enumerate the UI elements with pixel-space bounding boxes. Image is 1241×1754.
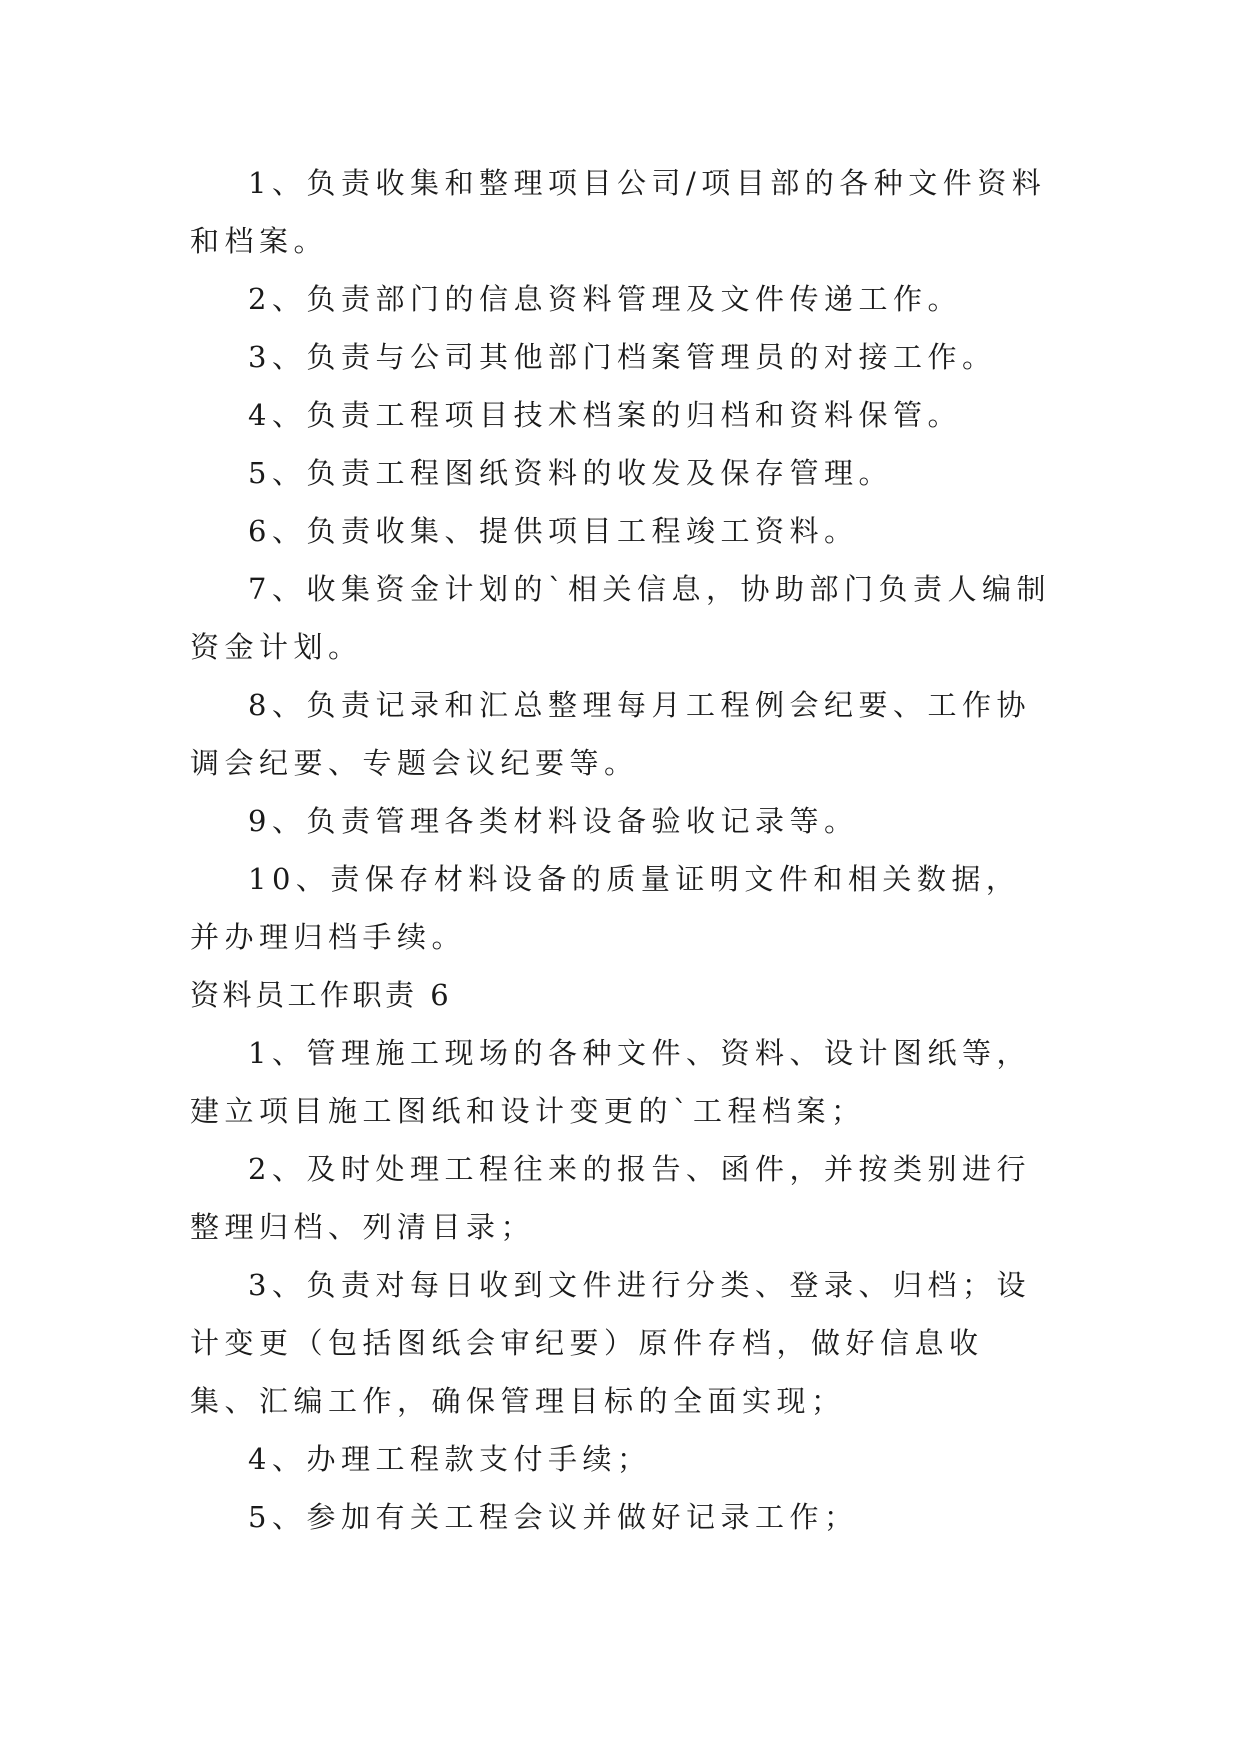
paragraph-s1-8: 8、负责记录和汇总整理每月工程例会纪要、工作协调会纪要、专题会议纪要等。	[190, 688, 1031, 780]
paragraph-s1-6: 6、负责收集、提供项目工程竣工资料。	[248, 514, 859, 548]
paragraph-s1-5: 5、负责工程图纸资料的收发及保存管理。	[248, 456, 893, 490]
document-body	[190, 154, 1052, 1546]
paragraph-s1-4: 4、负责工程项目技术档案的归档和资料保管。	[248, 398, 962, 432]
paragraph-s2-3: 3、负责对每日收到文件进行分类、登录、归档；设计变更（包括图纸会审纪要）原件存档，做好信息收集、汇编工作，确保管理目标的全面实现；	[190, 1268, 1031, 1418]
paragraph-s1-2: 2、负责部门的信息资料管理及文件传递工作。	[248, 282, 962, 316]
paragraph-s1-3: 3、负责与公司其他部门档案管理员的对接工作。	[248, 340, 997, 374]
paragraph-s2-2: 2、及时处理工程往来的报告、函件，并按类别进行整理归档、列清目录；	[190, 1152, 1031, 1244]
paragraph-s2-1: 1、管理施工现场的各种文件、资料、设计图纸等，建立项目施工图纸和设计变更的`工程档案；	[190, 1036, 1031, 1128]
section-heading: 资料员工作职责 6	[190, 978, 453, 1012]
paragraph-s1-7: 7、收集资金计划的`相关信息，协助部门负责人编制资金计划。	[190, 572, 1051, 664]
paragraph-s1-10: 10、责保存材料设备的质量证明文件和相关数据，并办理归档手续。	[190, 862, 1021, 954]
paragraph-s1-9: 9、负责管理各类材料设备验收记录等。	[248, 804, 859, 838]
paragraph-s1-1: 1、负责收集和整理项目公司/项目部的各种文件资料和档案。	[190, 166, 1047, 258]
paragraph-s2-5: 5、参加有关工程会议并做好记录工作；	[248, 1500, 859, 1534]
paragraph-s2-4: 4、办理工程款支付手续；	[248, 1442, 652, 1476]
